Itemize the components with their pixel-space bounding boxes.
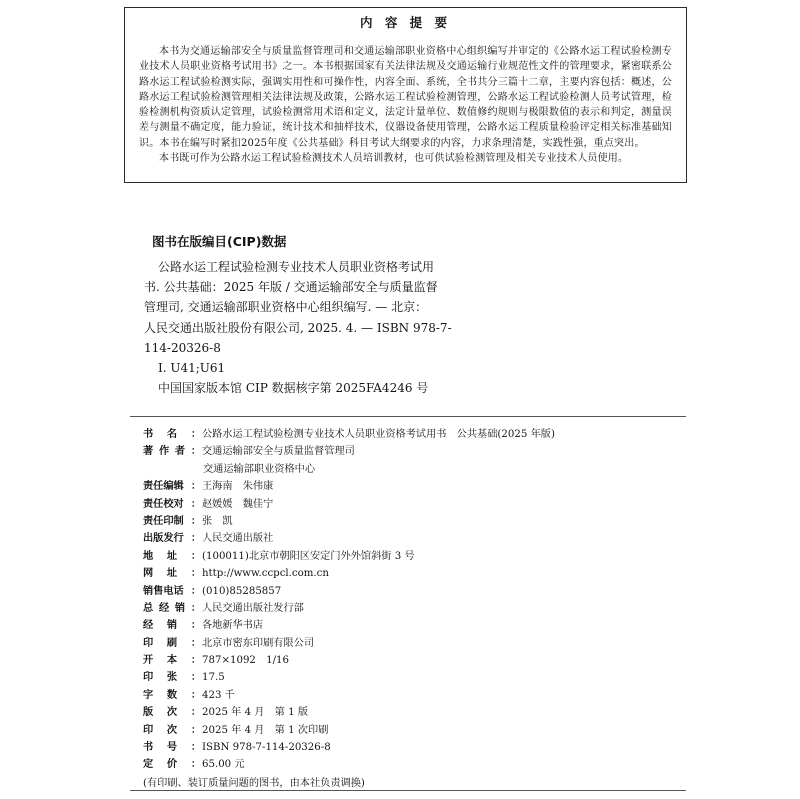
- imprint-label-text: 著: [143, 446, 154, 458]
- cip-line: 管理司, 交通运输部职业资格中心组织编写. — 北京：: [144, 300, 428, 315]
- cip-line: 书. 公共基础：2025 年版 / 交通运输部安全与质量监督: [144, 280, 438, 295]
- imprint-row: [143, 652, 703, 669]
- imprint-label-text: 刷: [166, 637, 178, 649]
- imprint-row: [143, 443, 703, 460]
- cip-line: 人民交通出版社股份有限公司, 2025. 4. — ISBN 978-7-: [144, 320, 452, 335]
- imprint-row: [143, 513, 703, 530]
- imprint-label: [143, 617, 201, 634]
- imprint-label-text: 责任编辑: [143, 481, 184, 493]
- imprint-label-text: 字: [143, 689, 154, 701]
- colon: ：: [190, 602, 201, 614]
- imprint-label: [143, 687, 201, 704]
- section-divider: [130, 790, 686, 791]
- imprint-row: [143, 704, 703, 721]
- imprint-label: [143, 565, 201, 582]
- imprint-label-text: 印: [143, 637, 154, 649]
- imprint-value: http://www.ccpcl.com.cn: [202, 568, 329, 580]
- imprint-value: 65.00 元: [202, 759, 245, 771]
- colon: ：: [190, 724, 201, 736]
- colon: ：: [190, 585, 201, 597]
- colon: ：: [190, 655, 201, 667]
- imprint-label: [143, 756, 201, 773]
- abstract-title: 内 容 提 要: [359, 15, 452, 30]
- imprint-label-text: 价: [166, 759, 178, 771]
- colon: ：: [190, 620, 201, 632]
- abstract-paragraph: 本书既可作为公路水运工程试验检测技术人员培训教材，也可供试验检测管理及相关专业技术人员使用。: [159, 153, 629, 165]
- imprint-row: [143, 426, 703, 443]
- imprint-label: [143, 583, 201, 600]
- abstract-body: [139, 44, 672, 166]
- colon: ：: [190, 550, 201, 562]
- imprint-row: [143, 739, 703, 756]
- imprint-label-text: 地: [143, 550, 154, 562]
- imprint-label: [143, 704, 201, 721]
- imprint-row: [143, 565, 703, 582]
- imprint-label: [143, 652, 201, 669]
- cip-line: 中国国家版本馆 CIP 数据核字第 2025FA4246 号: [158, 381, 429, 396]
- imprint-label-text: 数: [166, 689, 178, 701]
- imprint-label: [143, 496, 201, 513]
- imprint-label: [143, 669, 201, 686]
- imprint-value: 赵媛媛 魏佳宁: [202, 498, 274, 510]
- imprint-label-text: 销售电话: [143, 585, 184, 597]
- colon: ：: [190, 672, 201, 684]
- imprint-row: [143, 496, 703, 513]
- imprint-row: [143, 617, 703, 634]
- imprint-value: 张 凯: [202, 515, 233, 527]
- imprint-label-text: 销: [166, 620, 178, 632]
- imprint-label-text: 责任校对: [143, 498, 184, 510]
- imprint-value: 17.5: [202, 672, 225, 684]
- imprint-value: 交通运输部安全与质量监督管理司: [202, 446, 355, 458]
- imprint-label-text: 出版发行: [143, 533, 184, 545]
- colon: ：: [190, 481, 201, 493]
- imprint-value: 2025 年 4 月 第 1 版: [202, 707, 309, 719]
- imprint-row: [143, 687, 703, 704]
- imprint-label-text: 定: [143, 759, 154, 771]
- imprint-label-text: 次: [166, 707, 178, 719]
- colon: ：: [190, 429, 201, 440]
- imprint-label-text: 址: [166, 568, 178, 580]
- colon: ：: [190, 689, 201, 701]
- cip-line: 公路水运工程试验检测专业技术人员职业资格考试用: [158, 260, 435, 274]
- colon: ：: [190, 446, 201, 458]
- cip-line: 114-20326-8: [144, 340, 221, 355]
- imprint-label-text: 总: [143, 602, 154, 614]
- imprint-row: [143, 722, 703, 739]
- imprint-label: [143, 478, 201, 495]
- imprint-label-text: 网: [143, 568, 154, 580]
- imprint-label-text: 张: [166, 672, 178, 684]
- imprint-row: [143, 635, 703, 652]
- imprint-value: (010)85285857: [202, 585, 282, 597]
- imprint-label-text: 开: [143, 655, 154, 667]
- imprint-value: 交通运输部职业资格中心: [203, 463, 316, 475]
- imprint-label: [143, 530, 201, 547]
- abstract-paragraph: 本书为交通运输部安全与质量监督管理司和交通运输部职业资格中心组织编写并审定的《公路水运工程试验检测专业技术人员职业资格考试用书》之一。本书根据国家有关法律法规及交通运输行业规范性文件的管理要求，紧密联系公路水运工程试验检测实际，强调实用性和可操作性，内容全面、系统，全书共分三篇十二章，主要内容包括：概述，公路水运工程试验检测管理相关法律法规及政策，公路水运工程试验检测管理，公路水运工程试验检测人员考试管理，检验检测机构资质认定管理，试验检测常用术语和定义，法定计量单位、数值修约规则与极限数值的表示和判定，测量误差与测量不确定度，能力验证，统计技术和抽样技术，仪器设备使用管理，公路水运工程质量检验评定相关标准基础知识。本书在编写时紧扣2025年度《公共基础》科目考试大纲要求的内容，力求条理清楚，实践性强，重点突出。: [139, 46, 672, 149]
- imprint-label-text: 印: [143, 724, 154, 736]
- imprint-label: [143, 635, 201, 652]
- imprint-label-text: 次: [166, 724, 178, 736]
- colon: ：: [190, 637, 201, 649]
- colon: ：: [190, 533, 201, 545]
- colon: ：: [190, 759, 201, 771]
- abstract-box: [124, 7, 687, 183]
- colon: ：: [190, 742, 201, 754]
- imprint-value: 各地新华书店: [202, 620, 264, 632]
- imprint-label: [143, 443, 201, 460]
- imprint-value: 人民交通出版社: [202, 533, 274, 545]
- imprint-label-text: 版: [143, 707, 154, 719]
- imprint-label-text: 经: [143, 620, 154, 632]
- imprint-row: [143, 756, 703, 773]
- imprint-value: 787×1092 1/16: [202, 655, 289, 667]
- imprint-value: 2025 年 4 月 第 1 次印刷: [202, 724, 329, 736]
- quality-note: (有印刷、装订质量问题的图书，由本社负责调换): [143, 778, 365, 789]
- cip-line: Ⅰ. U41;U61: [158, 361, 226, 376]
- imprint-value: 423 千: [202, 689, 235, 701]
- imprint-label-text: 销: [174, 602, 186, 614]
- imprint-label: [143, 426, 201, 443]
- imprint-value: 人民交通出版社发行部: [202, 602, 304, 614]
- imprint-value: 王海南 朱伟康: [202, 481, 274, 493]
- cip-body: [144, 257, 514, 398]
- colon: ：: [190, 498, 201, 510]
- imprint-label: [143, 722, 201, 739]
- imprint-row: [143, 530, 703, 547]
- imprint-label: [143, 513, 201, 530]
- imprint-label-text: 经: [158, 602, 170, 614]
- imprint-row: [143, 461, 703, 478]
- imprint-list: [143, 426, 703, 774]
- imprint-label-text: 名: [166, 429, 178, 440]
- section-divider: [130, 416, 686, 417]
- imprint-value: (100011)北京市朝阳区安定门外外馆斜街 3 号: [202, 550, 415, 562]
- imprint-label: [143, 739, 201, 756]
- imprint-row: [143, 669, 703, 686]
- imprint-label-text: 作: [158, 446, 170, 458]
- imprint-row: [143, 600, 703, 617]
- imprint-label: [143, 600, 201, 617]
- imprint-value: ISBN 978-7-114-20326-8: [202, 742, 331, 754]
- imprint-label-text: 印: [143, 672, 154, 684]
- imprint-value: 北京市密东印刷有限公司: [202, 637, 315, 649]
- imprint-label-text: 书: [143, 742, 154, 754]
- colon: ：: [190, 707, 201, 719]
- colon: ：: [190, 515, 201, 527]
- imprint-value: 公路水运工程试验检测专业技术人员职业资格考试用书 公共基础(2025 年版): [202, 429, 555, 440]
- imprint-label-text: 责任印制: [143, 515, 184, 527]
- imprint-label-text: 号: [166, 742, 178, 754]
- colon: ：: [190, 568, 201, 580]
- imprint-row: [143, 478, 703, 495]
- cip-title: 图书在版编目(CIP)数据: [152, 234, 287, 249]
- imprint-label: [143, 548, 201, 565]
- imprint-row: [143, 583, 703, 600]
- imprint-label-text: 本: [166, 655, 178, 667]
- imprint-label-text: 址: [166, 550, 178, 562]
- imprint-label-text: 书: [143, 429, 154, 440]
- imprint-row: [143, 548, 703, 565]
- imprint-label-text: 者: [174, 446, 186, 458]
